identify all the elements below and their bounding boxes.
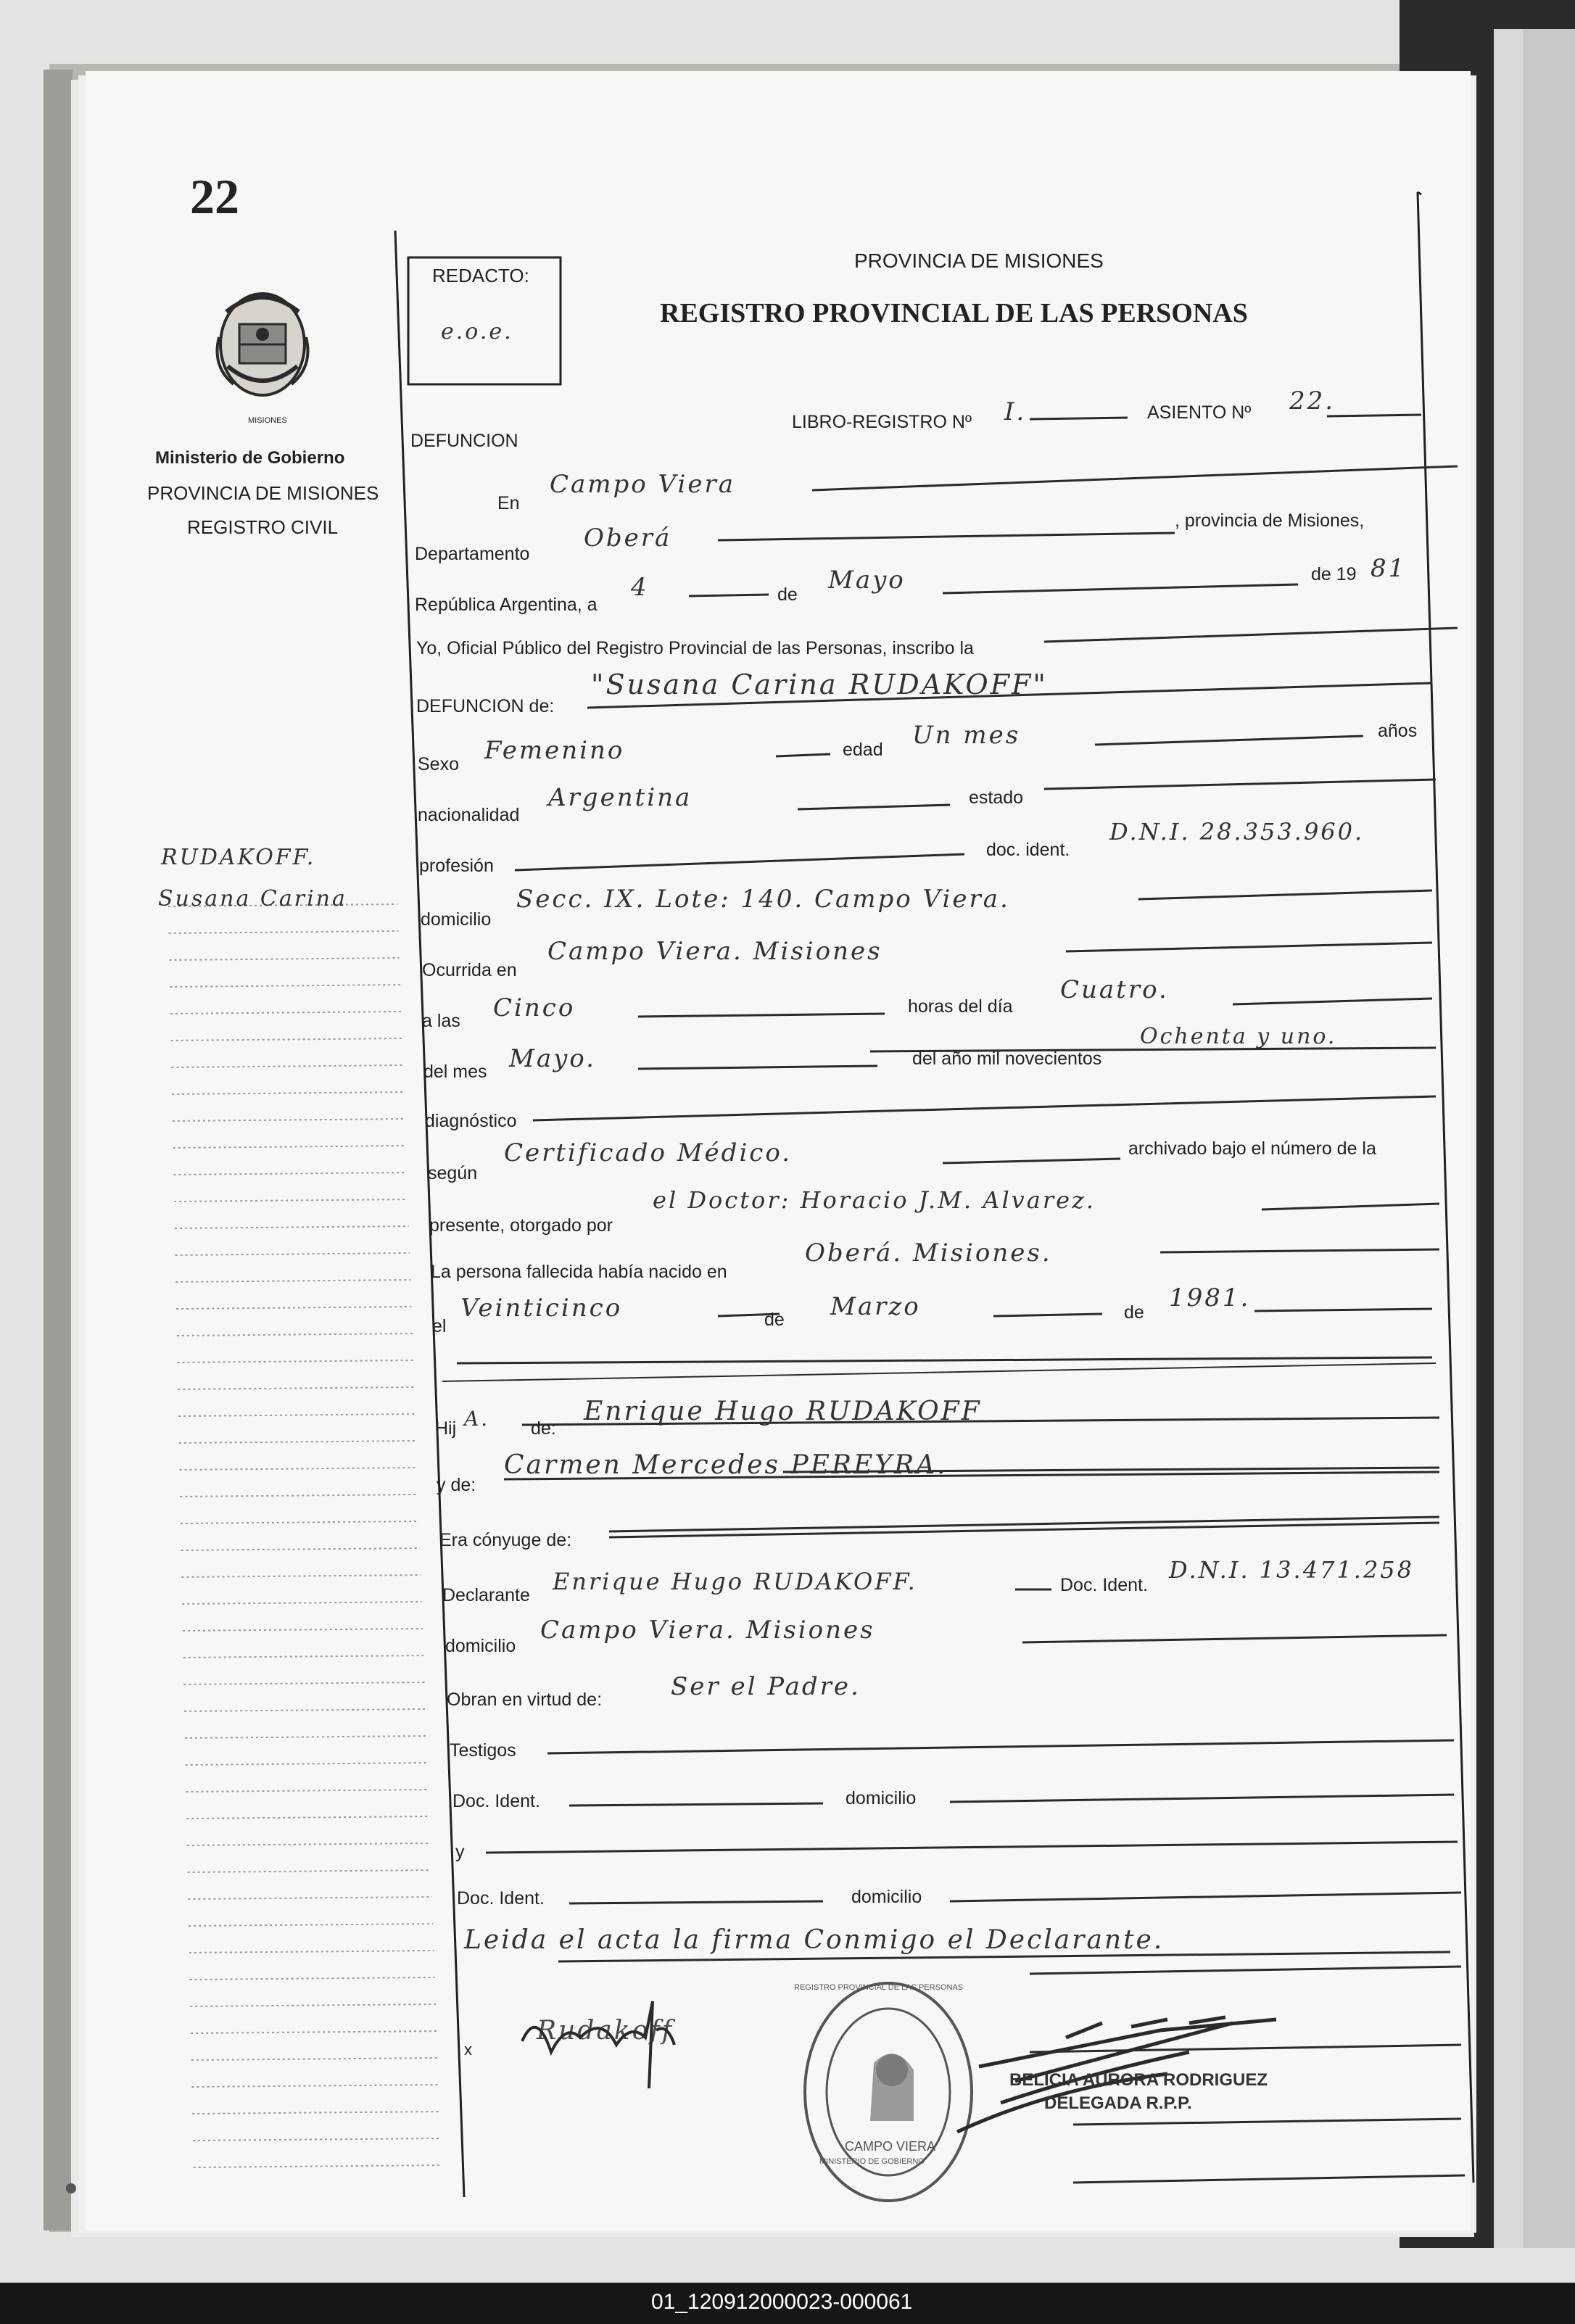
domicilio4-label: domicilio [851, 1887, 922, 1907]
sexo-value: Femenino [484, 736, 625, 765]
hij-value: A. [464, 1407, 490, 1431]
presente-value: el Doctor: Horacio J.M. Alvarez. [653, 1186, 1096, 1214]
docident3-label: Doc. Ident. [457, 1888, 545, 1909]
year-prefix: de 19 [1311, 564, 1357, 584]
docident2-label: Doc. Ident. [452, 1791, 540, 1811]
el-label: el [432, 1316, 447, 1336]
departamento-value: Oberá [584, 524, 672, 553]
estado-label: estado [969, 787, 1024, 808]
padre-value: Enrique Hugo RUDAKOFF [584, 1397, 982, 1426]
de2-label: de [764, 1310, 785, 1330]
doc-label: doc. ident. [986, 840, 1070, 860]
declarante-value: Enrique Hugo RUDAKOFF. [553, 1568, 917, 1595]
alas-value: Cinco [493, 993, 576, 1022]
de2-value: Marzo [830, 1292, 921, 1321]
de3-label: de [1124, 1302, 1144, 1323]
en-label: En [497, 493, 520, 513]
ministry-registry: REGISTRO CIVIL [187, 516, 339, 538]
defuncion-value: "Susana Carina RUDAKOFF" [591, 669, 1048, 700]
docident-value: D.N.I. 13.471.258 [1169, 1556, 1415, 1584]
docident-label: Doc. Ident. [1060, 1575, 1148, 1595]
anio-label: del año mil novecientos [912, 1049, 1102, 1069]
nacionalidad-value: Argentina [548, 783, 693, 812]
de-label: de [777, 584, 798, 605]
record-type: DEFUNCION [410, 431, 518, 451]
stamp-place-text: CAMPO VIERA [845, 2139, 936, 2154]
asiento-value: 22. [1289, 386, 1336, 415]
oficial-text: Yo, Oficial Público del Registro Provincial de las Personas, inscribo la [416, 638, 974, 658]
ministry-name: Ministerio de Gobierno [155, 448, 345, 468]
redacto-label: REDACTO: [432, 265, 529, 286]
sexo-label: Sexo [418, 754, 459, 774]
anos-label: años [1378, 721, 1418, 741]
domicilio3-label: domicilio [846, 1788, 917, 1808]
margin-given-names: Susana Carina [158, 886, 347, 911]
y-label: y [455, 1842, 465, 1862]
nacido-label: La persona fallecida había nacido en [431, 1262, 727, 1282]
conyuge-label: Era cónyuge de: [439, 1530, 572, 1550]
domicilio2-label: domicilio [445, 1636, 516, 1656]
hij-label: Hij [435, 1418, 457, 1439]
footer-file-id: 01_120912000023-000061 [651, 2290, 913, 2314]
presente-label: presente, otorgado por [429, 1215, 613, 1236]
nacido-value: Oberá. Misiones. [805, 1238, 1052, 1268]
delmes-value: Mayo. [509, 1044, 596, 1073]
en-value: Campo Viera [550, 470, 736, 499]
horas-label: horas del día [908, 996, 1013, 1017]
stamp-registry-text: REGISTRO PROVINCIAL DE LAS PERSONAS [794, 1983, 964, 1992]
ocurrida-value: Campo Viera. Misiones [547, 937, 882, 966]
alas-label: a las [422, 1011, 460, 1031]
de3-value: 1981. [1169, 1283, 1251, 1312]
domicilio-value: Secc. IX. Lote: 140. Campo Viera. [516, 885, 1010, 914]
ministry-province: PROVINCIA DE MISIONES [147, 482, 379, 504]
libro-label: LIBRO-REGISTRO Nº [792, 412, 972, 432]
redacto-value: e.o.e. [441, 319, 513, 344]
el-value: Veinticinco [460, 1294, 623, 1323]
segun-value: Certificado Médico. [504, 1138, 793, 1167]
yde-label: y de: [437, 1475, 476, 1495]
delmes-label: del mes [423, 1062, 487, 1082]
header-province: PROVINCIA DE MISIONES [854, 249, 1104, 272]
provincia-text: , provincia de Misiones, [1175, 510, 1365, 531]
libro-value: I. [1004, 397, 1027, 426]
republica-label: República Argentina, a [415, 595, 598, 615]
domicilio-label: domicilio [421, 909, 492, 930]
edad-value: Un mes [912, 721, 1021, 750]
hij-de-label: de: [531, 1418, 556, 1439]
dia-value: 4 [631, 573, 649, 602]
page-number: 22 [190, 169, 239, 224]
doc-value: D.N.I. 28.353.960. [1109, 818, 1365, 845]
defuncion-label: DEFUNCION de: [416, 696, 555, 716]
nacionalidad-label: nacionalidad [418, 805, 520, 825]
segun-label: según [428, 1163, 478, 1183]
departamento-label: Departamento [415, 544, 530, 564]
declarant-signature-text: Rudakoff [537, 2016, 674, 2046]
archivado-label: archivado bajo el número de la [1128, 1138, 1376, 1159]
official-title: DELEGADA R.P.P. [1044, 2093, 1192, 2113]
year-value: 81 [1371, 554, 1407, 583]
asiento-label: ASIENTO Nº [1147, 402, 1252, 423]
official-name: BELICIA AURORA RODRIGUEZ [1009, 2070, 1268, 2090]
madre-value: Carmen Mercedes PEREYRA. [504, 1450, 948, 1480]
diagnostico-label: diagnóstico [425, 1111, 517, 1131]
closing-statement: Leida el acta la firma Conmigo el Declarante. [464, 1925, 1165, 1955]
horas-value: Cuatro. [1060, 975, 1169, 1004]
profesion-label: profesión [419, 856, 494, 876]
edad-label: edad [843, 740, 883, 760]
domicilio2-value: Campo Viera. Misiones [540, 1616, 875, 1645]
emblem-label: MISIONES [248, 416, 287, 425]
mes-value: Mayo [828, 566, 906, 595]
obran-label: Obran en virtud de: [447, 1690, 603, 1710]
provincial-coat-of-arms-icon [218, 294, 308, 395]
anio-value: Ochenta y uno. [1140, 1024, 1337, 1049]
declarante-label: Declarante [442, 1585, 530, 1605]
testigos-label: Testigos [450, 1740, 516, 1761]
obran-value: Ser el Padre. [671, 1672, 861, 1701]
ocurrida-label: Ocurrida en [422, 960, 517, 980]
margin-surname: RUDAKOFF. [161, 845, 316, 870]
signature-x-mark: x [464, 2040, 472, 2059]
stamp-ministry-text: MINISTERIO DE GOBIERNO [819, 2157, 925, 2166]
header-registry: REGISTRO PROVINCIAL DE LAS PERSONAS [660, 298, 1248, 328]
